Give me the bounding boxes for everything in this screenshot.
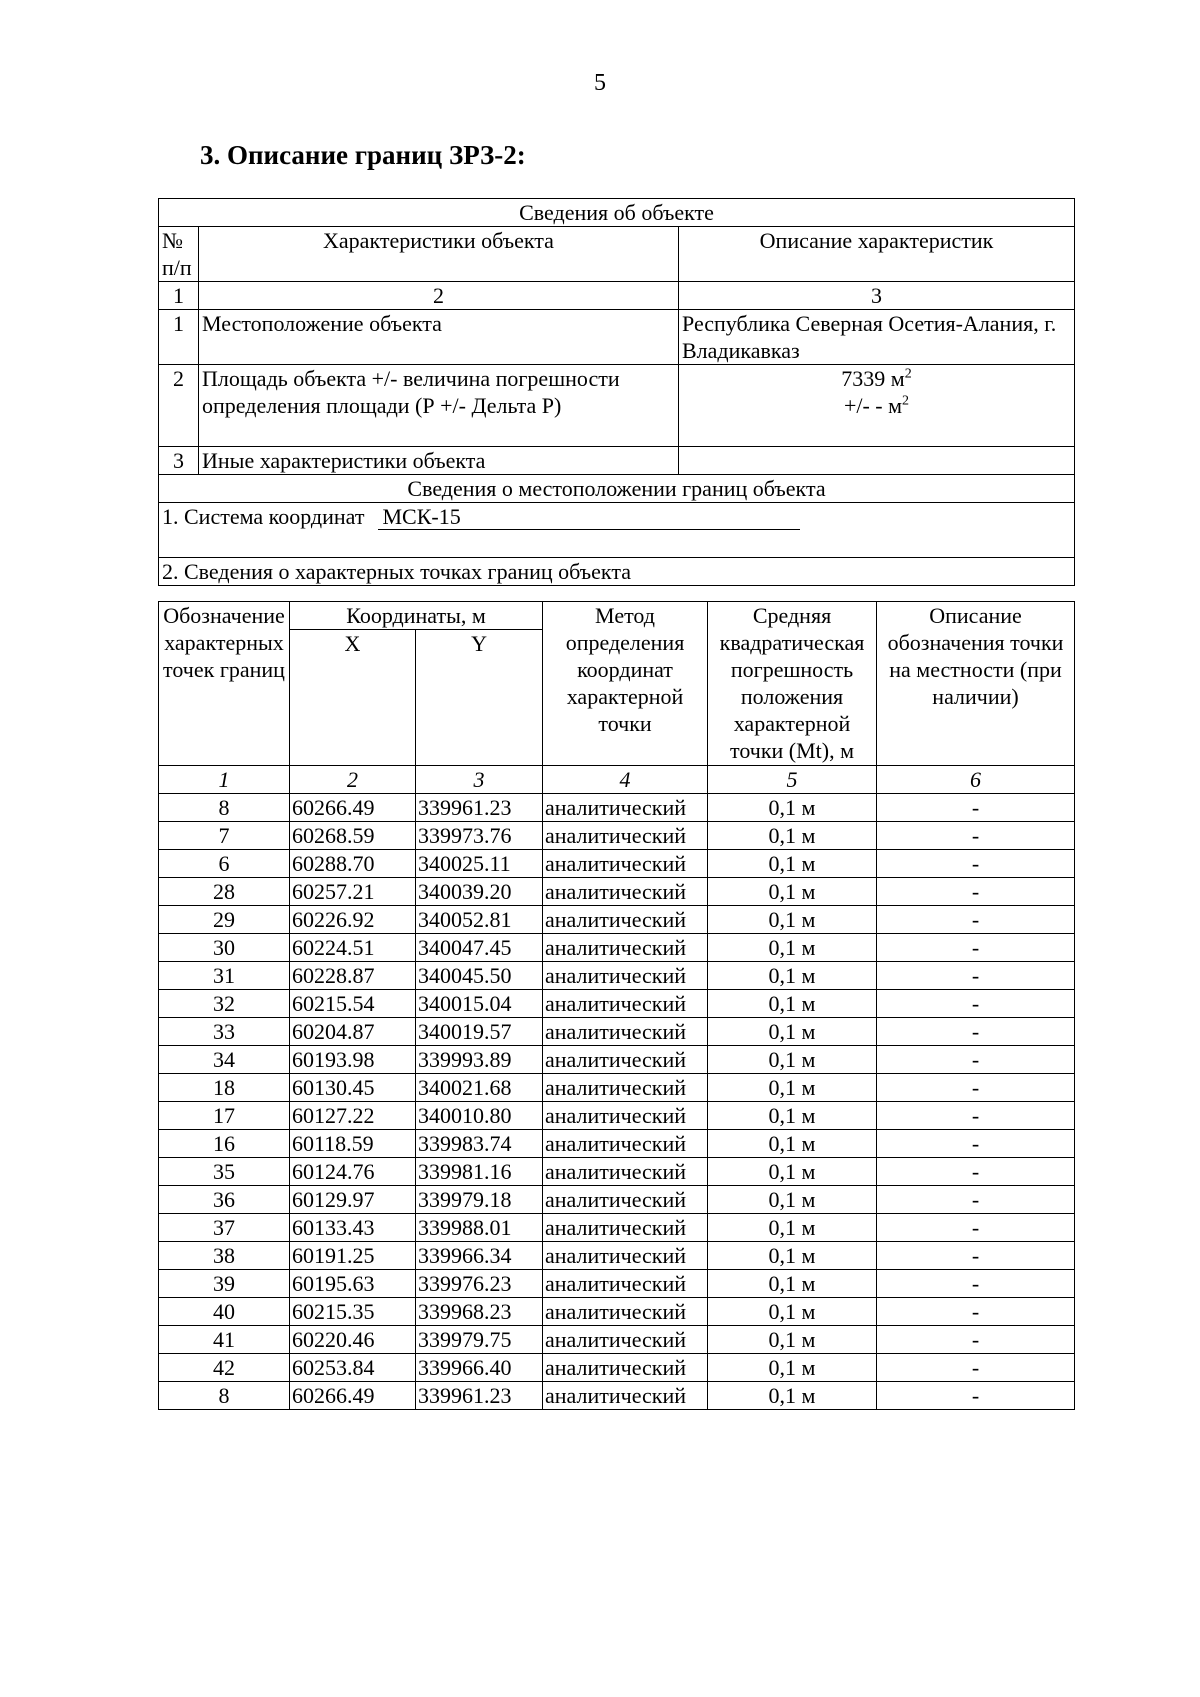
point-method: аналитический — [543, 1186, 708, 1214]
point-y: 339983.74 — [416, 1130, 543, 1158]
col-error-header: Средняя квадратическая погрешность положения характерной точки (Mt), м — [708, 602, 877, 766]
point-error: 0,1 м — [708, 878, 877, 906]
point-x: 60191.25 — [290, 1242, 416, 1270]
point-y: 339981.16 — [416, 1158, 543, 1186]
col-index: 3 — [416, 766, 543, 794]
point-y: 340021.68 — [416, 1074, 543, 1102]
object-info-header: Сведения об объекте — [159, 199, 1075, 227]
point-description: - — [877, 1186, 1075, 1214]
col-index: 5 — [708, 766, 877, 794]
point-designation: 33 — [159, 1018, 290, 1046]
point-description: - — [877, 906, 1075, 934]
point-designation: 39 — [159, 1270, 290, 1298]
col-index: 1 — [159, 766, 290, 794]
point-description: - — [877, 1214, 1075, 1242]
point-y: 339988.01 — [416, 1214, 543, 1242]
point-y: 340052.81 — [416, 906, 543, 934]
table-row — [159, 1382, 1075, 1410]
point-error: 0,1 м — [708, 1130, 877, 1158]
point-error: 0,1 м — [708, 1326, 877, 1354]
point-description: - — [877, 1130, 1075, 1158]
point-method: аналитический — [543, 1298, 708, 1326]
point-error: 0,1 м — [708, 934, 877, 962]
point-error: 0,1 м — [708, 1018, 877, 1046]
point-description: - — [877, 822, 1075, 850]
table-row — [159, 1102, 1075, 1130]
point-designation: 6 — [159, 850, 290, 878]
point-x: 60228.87 — [290, 962, 416, 990]
point-y: 340019.57 — [416, 1018, 543, 1046]
point-method: аналитический — [543, 850, 708, 878]
point-method: аналитический — [543, 1158, 708, 1186]
point-method: аналитический — [543, 1270, 708, 1298]
point-x: 60288.70 — [290, 850, 416, 878]
coord-system-value: МСК-15 — [378, 505, 800, 530]
point-x: 60130.45 — [290, 1074, 416, 1102]
point-x: 60215.54 — [290, 990, 416, 1018]
point-designation: 34 — [159, 1046, 290, 1074]
point-error: 0,1 м — [708, 1102, 877, 1130]
characteristic-location: Местоположение объекта — [199, 310, 679, 365]
col-index: 3 — [679, 282, 1075, 310]
unit-power: 2 — [904, 366, 912, 382]
row-num: 1 — [159, 310, 199, 365]
points-header: 2. Сведения о характерных точках границ объекта — [159, 558, 1075, 586]
table-row — [159, 1046, 1075, 1074]
table-row — [159, 1214, 1075, 1242]
point-x: 60266.49 — [290, 1382, 416, 1410]
point-y: 340045.50 — [416, 962, 543, 990]
table-row — [159, 934, 1075, 962]
coord-system-cell — [159, 503, 1075, 558]
table-row — [159, 1074, 1075, 1102]
point-designation: 32 — [159, 990, 290, 1018]
col-index: 2 — [290, 766, 416, 794]
table-row — [159, 1298, 1075, 1326]
col-index: 1 — [159, 282, 199, 310]
point-x: 60124.76 — [290, 1158, 416, 1186]
point-y: 339979.75 — [416, 1326, 543, 1354]
point-x: 60133.43 — [290, 1214, 416, 1242]
table-row — [159, 1018, 1075, 1046]
point-y: 340025.11 — [416, 850, 543, 878]
point-designation: 31 — [159, 962, 290, 990]
table-row — [159, 962, 1075, 990]
point-description: - — [877, 1298, 1075, 1326]
points-body — [159, 794, 1075, 1410]
point-error: 0,1 м — [708, 962, 877, 990]
point-method: аналитический — [543, 1382, 708, 1410]
point-error: 0,1 м — [708, 1270, 877, 1298]
point-designation: 42 — [159, 1354, 290, 1382]
point-method: аналитический — [543, 1326, 708, 1354]
table-row — [159, 794, 1075, 822]
characteristic-area: Площадь объекта +/- величина погрешности определения площади (Р +/- Дельта Р) — [199, 365, 679, 447]
col-description-header: Описание характеристик — [679, 227, 1075, 282]
point-error: 0,1 м — [708, 1242, 877, 1270]
point-description: - — [877, 990, 1075, 1018]
info-row-other — [159, 447, 1075, 475]
point-y: 339961.23 — [416, 1382, 543, 1410]
point-x: 60266.49 — [290, 794, 416, 822]
point-y: 339973.76 — [416, 822, 543, 850]
characteristic-other: Иные характеристики объекта — [199, 447, 679, 475]
point-description: - — [877, 794, 1075, 822]
point-x: 60224.51 — [290, 934, 416, 962]
point-x: 60220.46 — [290, 1326, 416, 1354]
point-error: 0,1 м — [708, 1046, 877, 1074]
table-row — [159, 906, 1075, 934]
point-description: - — [877, 878, 1075, 906]
table-row — [159, 1242, 1075, 1270]
point-description: - — [877, 934, 1075, 962]
point-method: аналитический — [543, 1130, 708, 1158]
point-method: аналитический — [543, 906, 708, 934]
point-description: - — [877, 1046, 1075, 1074]
col-index: 6 — [877, 766, 1075, 794]
point-designation: 41 — [159, 1326, 290, 1354]
point-description: - — [877, 1074, 1075, 1102]
table-row — [159, 850, 1075, 878]
table-row — [159, 1186, 1075, 1214]
point-x: 60118.59 — [290, 1130, 416, 1158]
description-location: Республика Северная Осетия-Алания, г. Владикавказ — [679, 310, 1075, 365]
area-error: +/- - м — [843, 393, 903, 418]
point-description: - — [877, 1326, 1075, 1354]
point-designation: 16 — [159, 1130, 290, 1158]
point-method: аналитический — [543, 1018, 708, 1046]
point-x: 60226.92 — [290, 906, 416, 934]
point-error: 0,1 м — [708, 1382, 877, 1410]
point-y: 339976.23 — [416, 1270, 543, 1298]
area-value: 7339 м — [841, 366, 905, 391]
point-method: аналитический — [543, 794, 708, 822]
point-error: 0,1 м — [708, 794, 877, 822]
table-row — [159, 1326, 1075, 1354]
description-other — [679, 447, 1075, 475]
point-method: аналитический — [543, 990, 708, 1018]
table-row — [159, 990, 1075, 1018]
point-designation: 28 — [159, 878, 290, 906]
point-error: 0,1 м — [708, 850, 877, 878]
point-y: 339979.18 — [416, 1186, 543, 1214]
point-method: аналитический — [543, 1074, 708, 1102]
point-designation: 18 — [159, 1074, 290, 1102]
point-description: - — [877, 850, 1075, 878]
location-info-header: Сведения о местоположении границ объекта — [159, 475, 1075, 503]
point-method: аналитический — [543, 1046, 708, 1074]
point-error: 0,1 м — [708, 1354, 877, 1382]
col-point-description-header: Описание обозначения точки на местности (при наличии) — [877, 602, 1075, 766]
point-designation: 37 — [159, 1214, 290, 1242]
point-description: - — [877, 1158, 1075, 1186]
point-designation: 35 — [159, 1158, 290, 1186]
point-description: - — [877, 1242, 1075, 1270]
point-description: - — [877, 1354, 1075, 1382]
point-x: 60215.35 — [290, 1298, 416, 1326]
point-x: 60193.98 — [290, 1046, 416, 1074]
point-y: 339966.34 — [416, 1242, 543, 1270]
point-error: 0,1 м — [708, 822, 877, 850]
row-num: 2 — [159, 365, 199, 447]
point-x: 60195.63 — [290, 1270, 416, 1298]
point-method: аналитический — [543, 878, 708, 906]
point-error: 0,1 м — [708, 906, 877, 934]
col-index: 4 — [543, 766, 708, 794]
point-designation: 36 — [159, 1186, 290, 1214]
col-x-header: X — [290, 630, 416, 766]
point-designation: 30 — [159, 934, 290, 962]
point-method: аналитический — [543, 1214, 708, 1242]
col-y-header: Y — [416, 630, 543, 766]
point-designation: 17 — [159, 1102, 290, 1130]
point-error: 0,1 м — [708, 1158, 877, 1186]
point-designation: 38 — [159, 1242, 290, 1270]
point-y: 340039.20 — [416, 878, 543, 906]
point-y: 340047.45 — [416, 934, 543, 962]
col-index: 2 — [199, 282, 679, 310]
section-title: 3. Описание границ ЗРЗ-2: — [200, 140, 526, 170]
point-y: 340015.04 — [416, 990, 543, 1018]
col-designation-header: Обозначение характерных точек границ — [159, 602, 290, 766]
col-characteristic-header: Характеристики объекта — [199, 227, 679, 282]
page-number: 5 — [594, 70, 606, 96]
point-y: 339968.23 — [416, 1298, 543, 1326]
info-row-location — [159, 310, 1075, 365]
point-x: 60257.21 — [290, 878, 416, 906]
table-row — [159, 1130, 1075, 1158]
point-error: 0,1 м — [708, 1186, 877, 1214]
point-designation: 8 — [159, 1382, 290, 1410]
point-method: аналитический — [543, 1354, 708, 1382]
table-row — [159, 878, 1075, 906]
unit-power: 2 — [902, 393, 910, 409]
point-y: 339993.89 — [416, 1046, 543, 1074]
point-method: аналитический — [543, 1102, 708, 1130]
point-y: 339966.40 — [416, 1354, 543, 1382]
point-description: - — [877, 962, 1075, 990]
table-row — [159, 1354, 1075, 1382]
point-designation: 8 — [159, 794, 290, 822]
point-x: 60129.97 — [290, 1186, 416, 1214]
point-error: 0,1 м — [708, 1214, 877, 1242]
col-num-header: № п/п — [159, 227, 199, 282]
object-info-table — [158, 198, 1075, 586]
point-designation: 7 — [159, 822, 290, 850]
point-x: 60204.87 — [290, 1018, 416, 1046]
point-description: - — [877, 1270, 1075, 1298]
point-designation: 40 — [159, 1298, 290, 1326]
points-table — [158, 601, 1075, 1410]
point-error: 0,1 м — [708, 1298, 877, 1326]
info-row-area — [159, 365, 1075, 447]
point-error: 0,1 м — [708, 1074, 877, 1102]
table-row — [159, 1270, 1075, 1298]
point-method: аналитический — [543, 962, 708, 990]
point-x: 60268.59 — [290, 822, 416, 850]
point-designation: 29 — [159, 906, 290, 934]
point-description: - — [877, 1382, 1075, 1410]
col-coordinates-header: Координаты, м — [290, 602, 543, 630]
point-x: 60127.22 — [290, 1102, 416, 1130]
point-method: аналитический — [543, 934, 708, 962]
point-x: 60253.84 — [290, 1354, 416, 1382]
point-method: аналитический — [543, 1242, 708, 1270]
point-method: аналитический — [543, 822, 708, 850]
point-error: 0,1 м — [708, 990, 877, 1018]
col-method-header: Метод определения координат характерной точки — [543, 602, 708, 766]
point-y: 340010.80 — [416, 1102, 543, 1130]
description-area — [679, 365, 1075, 447]
table-row — [159, 822, 1075, 850]
point-y: 339961.23 — [416, 794, 543, 822]
coord-system-label: 1. Система координат — [162, 504, 365, 529]
point-description: - — [877, 1102, 1075, 1130]
row-num: 3 — [159, 447, 199, 475]
table-row — [159, 1158, 1075, 1186]
point-description: - — [877, 1018, 1075, 1046]
